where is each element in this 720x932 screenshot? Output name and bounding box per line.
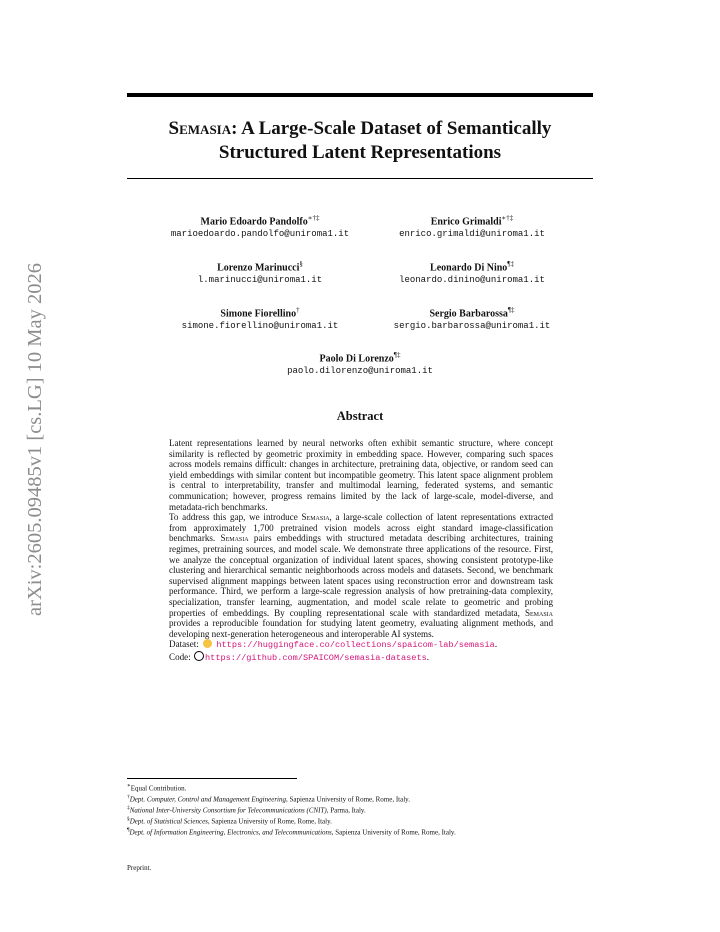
author-marks: ¶‡: [507, 306, 515, 314]
footnote-text: , Sapienza University of Rome, Rome, Italy.: [286, 795, 410, 804]
abstract-paragraph-1: Latent representations learned by neural networks often exhibit semantic structure, where concept similarity is reflected by geometric proximity in embedding space. However, comparing such spaces across models remains difficult: changes in architecture, pretraining data, objective, or random seed can yield embeddings with similar content but incompatible geometry. This latent space alignment problem is central to interpretability, transfer and multimodal learning, federated systems, and semantic communication; however, progress remains limited by the lack of large-scale, model-diverse, and metadata-rich benchmarks.: [169, 438, 553, 512]
footnote-affiliation: Dept. Computer, Control and Management Engineering: [129, 795, 287, 804]
abstract-paragraph-2: To address this gap, we introduce Semasia, a large-scale collection of latent representations extracted from approximately 1,700 pretrained vision models across eight standard image-classification benchmarks. Semasia pairs embeddings with structured metadata describing architectures, training regimes, pretraining sources, and model scale. We demonstrate three applications of the resource. First, we analyze the conceptual organization of individual latent spaces, showing consistent prototype-like clustering and hierarchical semantic neighborhoods across models and datasets. Second, we benchmark supervised alignment mappings between latent spaces using reconstruction error and downstream task performance. Third, we perform a large-scale regression analysis of how pretraining-data complexity, specialization, transfer learning, augmentation, and model scale relate to geometric and probing properties of embeddings. By coupling representational scale with standardized metadata, Semasia provides a reproducible foundation for studying latent geometry, evaluating alignment methods, and developing next-generation heterogeneous and interoperable AI systems.: [169, 512, 554, 639]
author-block: [362, 258, 582, 287]
footnote-text: , Sapienza University of Rome, Rome, Italy.: [207, 817, 332, 826]
footnote-mark: ¶: [127, 826, 130, 833]
code-period: .: [426, 651, 430, 662]
preprint-note: Preprint.: [127, 864, 152, 872]
code-line: [169, 651, 553, 664]
footnotes: [127, 782, 607, 837]
arxiv-stamp: arXiv:2605.09485v1 [cs.LG] 10 May 2026: [24, 262, 46, 616]
author-email[interactable]: sergio.barbarossa@uniroma1.it: [393, 321, 551, 332]
author-block: [150, 258, 370, 287]
footnote-affiliation: Dept. of Statistical Sciences: [129, 817, 208, 826]
author-email[interactable]: simone.fiorellino@uniroma1.it: [181, 321, 339, 332]
huggingface-icon: [203, 639, 212, 648]
author-name: Sergio Barbarossa: [429, 308, 508, 320]
code-label: Code:: [169, 651, 191, 662]
footnote: [127, 815, 607, 826]
dataset-period: .: [494, 639, 498, 650]
author-name: Simone Fiorellino: [220, 308, 297, 320]
dataset-name-mention: Semasia: [220, 533, 249, 544]
footnote-affiliation: National Inter-University Consortium for Telecommunications (CNIT): [129, 806, 327, 815]
author-name: Enrico Grimaldi: [430, 216, 502, 228]
author-email[interactable]: marioedoardo.pandolfo@uniroma1.it: [170, 229, 350, 240]
footnote-mark: §: [127, 815, 130, 822]
abstract-heading: Abstract: [336, 409, 384, 423]
author-block: [362, 212, 582, 241]
author-block: [150, 304, 370, 333]
author-marks: †: [296, 306, 300, 314]
footnote-text: , Sapienza University of Rome, Rome, Italy.: [331, 828, 456, 837]
github-icon: [194, 651, 204, 661]
footnote: [127, 782, 607, 793]
dataset-name-mention: Semasia: [301, 512, 330, 523]
dataset-link[interactable]: https://huggingface.co/collections/spaicom-lab/semasia: [216, 640, 495, 651]
author-block: [150, 212, 370, 241]
dataset-label: Dataset:: [169, 639, 199, 650]
title-line2: Structured Latent Representations: [218, 142, 502, 163]
footnote: [127, 804, 607, 815]
footnote: [127, 793, 607, 804]
code-link[interactable]: https://github.com/SPAICOM/semasia-datasets: [205, 652, 427, 663]
dataset-name-mention: Semasia: [524, 607, 553, 618]
footnote: [127, 826, 607, 837]
author-marks: ¶‡: [393, 351, 401, 359]
title-top-rule: [127, 93, 593, 97]
author-name: Lorenzo Marinucci: [217, 262, 300, 274]
author-email[interactable]: enrico.grimaldi@uniroma1.it: [399, 229, 545, 240]
footnote-text: Equal Contribution.: [130, 784, 187, 793]
author-email[interactable]: paolo.dilorenzo@uniroma1.it: [287, 366, 433, 377]
footnote-mark: ∗: [127, 783, 131, 789]
author-marks: ∗†‡: [307, 214, 320, 222]
author-email[interactable]: leonardo.dinino@uniroma1.it: [399, 275, 545, 286]
author-block: [250, 349, 470, 378]
dataset-line: [169, 639, 553, 651]
paper-title: [127, 117, 593, 165]
title-line1: : A Large-Scale Dataset of Semantically: [231, 118, 552, 139]
footnote-mark: ‡: [127, 804, 130, 811]
author-block: [362, 304, 582, 333]
author-email[interactable]: l.marinucci@uniroma1.it: [197, 275, 323, 286]
footnote-mark: †: [127, 793, 130, 800]
title-dataset-name: Semasia: [168, 118, 232, 139]
footnote-affiliation: Dept. of Information Engineering, Electronics, and Telecommunications: [129, 828, 332, 837]
author-marks: ∗†‡: [501, 214, 514, 222]
author-name: Leonardo Di Nino: [430, 262, 508, 274]
author-name: Paolo Di Lorenzo: [319, 353, 394, 365]
author-marks: ¶‡: [507, 260, 514, 268]
footnote-text: , Parma, Italy.: [326, 806, 366, 815]
author-name: Mario Edoardo Pandolfo: [200, 216, 308, 228]
abstract-body: [169, 438, 553, 663]
footnote-rule: [127, 778, 297, 779]
author-marks: §: [299, 260, 303, 268]
title-bottom-rule: [127, 178, 593, 179]
